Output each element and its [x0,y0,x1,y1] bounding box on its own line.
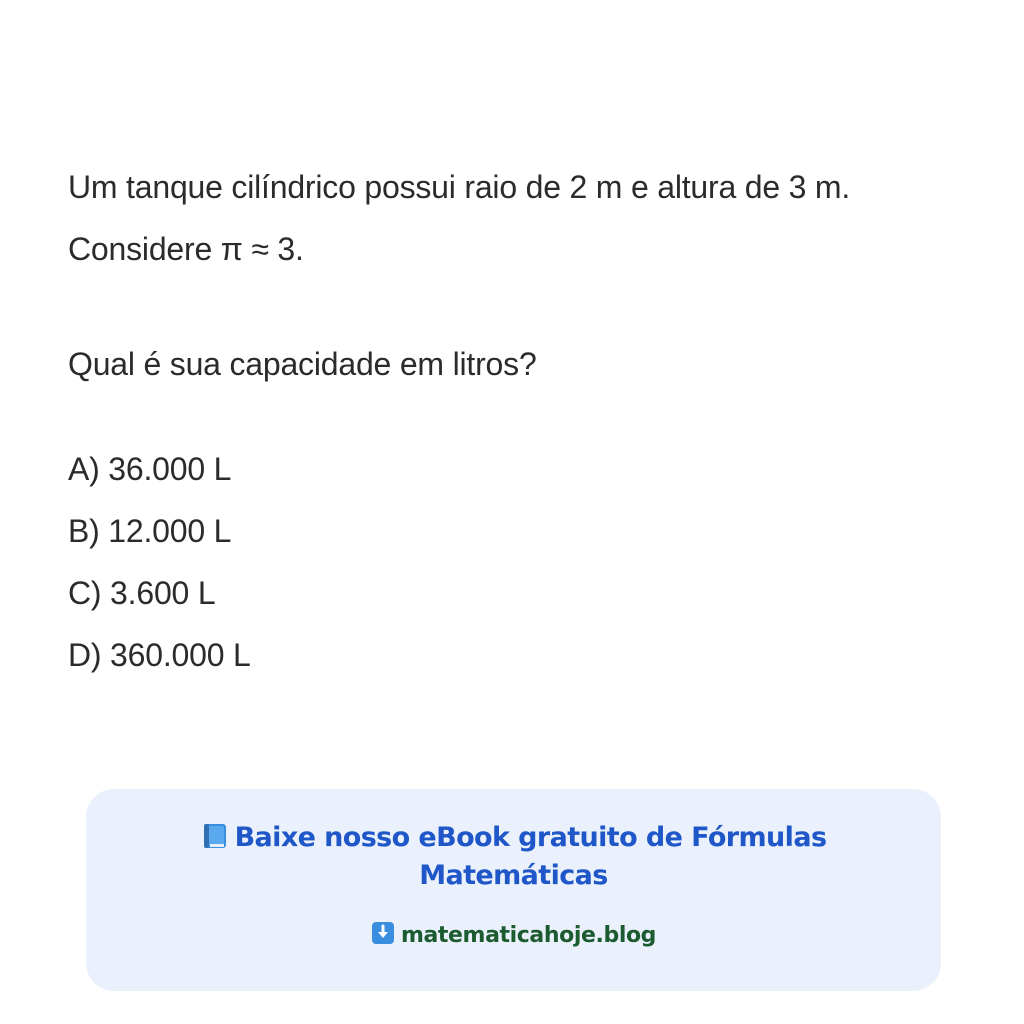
promo-title-text: Baixe nosso eBook gratuito de Fórmulas Matemáticas [234,822,827,891]
down-arrow-icon [371,921,395,945]
blue-book-icon [201,822,229,850]
promo-link-text[interactable]: matematicahoje.blog [400,923,657,948]
option-d: D) 360.000 L [68,637,251,673]
question-line-1: Um tanque cilíndrico possui raio de 2 m e altura de 3 m. [68,169,851,205]
question-line-2: Considere π ≈ 3. [68,231,304,267]
question-text [68,156,988,280]
option-c: C) 3.600 L [68,575,216,611]
answer-options [68,438,251,686]
question-prompt: Qual é sua capacidade em litros? [68,346,537,382]
promo-link-line[interactable] [86,919,941,953]
option-b: B) 12.000 L [68,513,232,549]
ebook-promo-box [86,789,941,991]
option-a: A) 36.000 L [68,451,232,487]
promo-title [146,819,881,895]
